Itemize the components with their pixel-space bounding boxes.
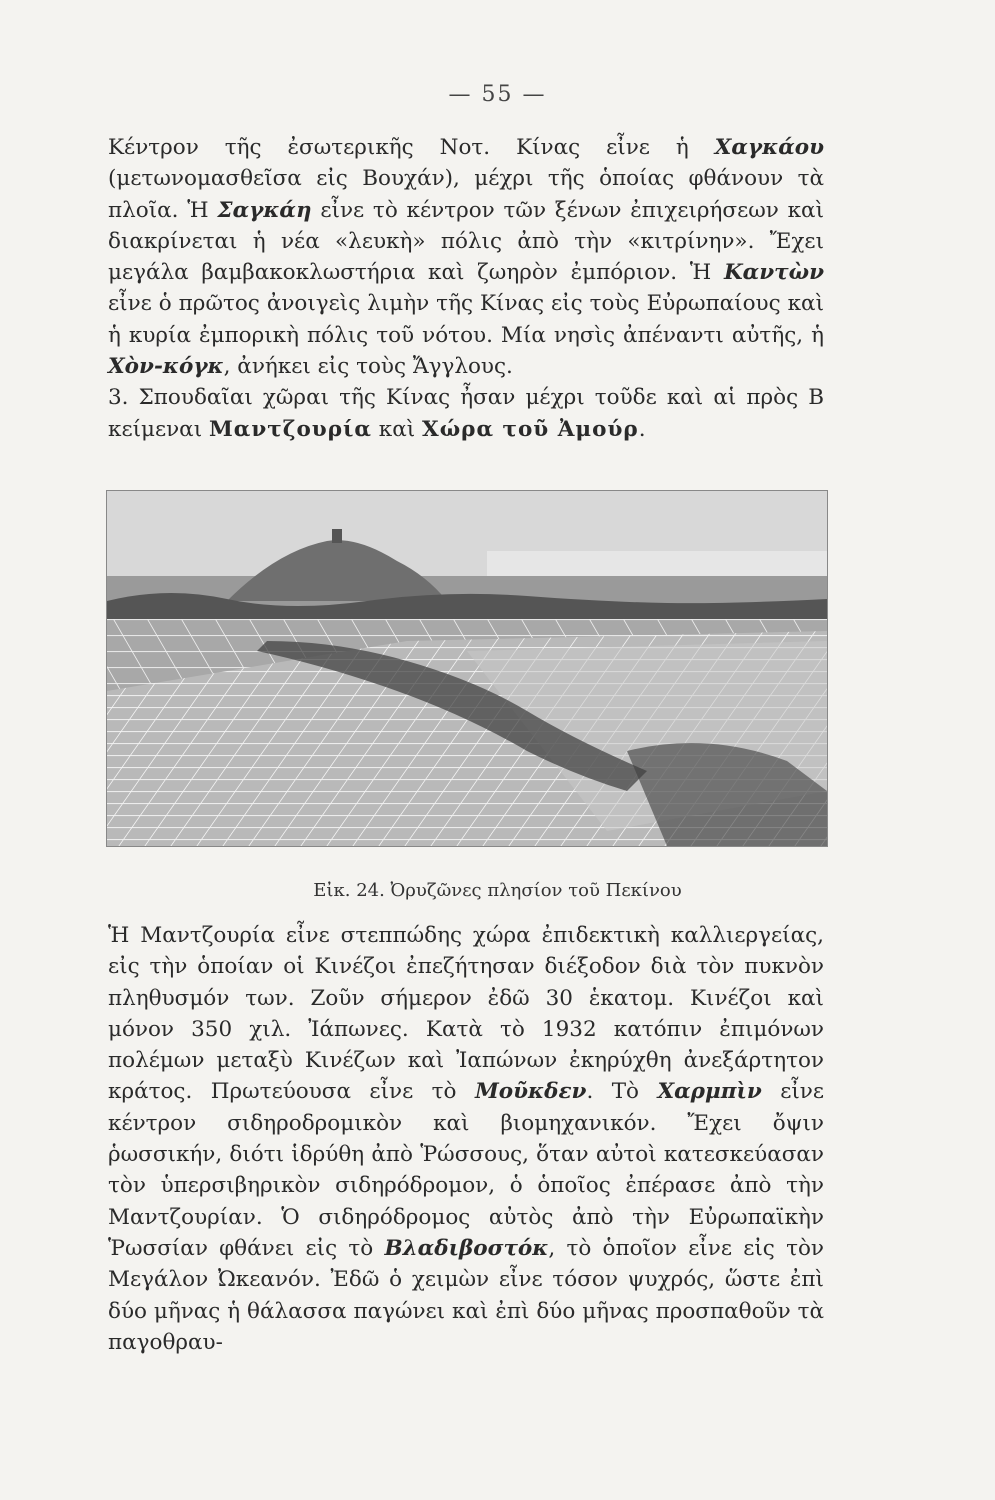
paragraph-2 [108,920,824,1358]
text-run: , ἀνήκει εἰς τοὺς Ἄγγλους. [223,354,513,380]
text-run: Ἡ Μαντζουρία εἶνε στεππώδης χώρα ἐπιδεκτικὴ καλλιεργείας, εἰς τὴν ὁποίαν οἱ Κινέζοι ἐπεζήτησαν διέξοδον διὰ τὸν πυκνὸν πληθυσμόν των. Ζοῦν σήμερον ἐδῶ 30 ἑκατομ. Κινέζοι καὶ μόνον 350 χιλ. Ἰάπωνες. Κατὰ τὸ 1932 κατόπιν ἐπιμόνων πολέμων μεταξὺ Κινέζων καὶ Ἰαπώνων ἐκηρύχθη ἀνεξάρτητον κράτος. Πρωτεύουσα εἶνε τὸ [108,923,824,1105]
text-run: (μετωνομασθεῖσα εἰς Βουχάν), μέχρι τῆς ὁποίας φθάνουν τὰ πλοῖα. Ἡ [108,166,824,223]
text-run: εἶνε τὸ κέντρον τῶν ξένων ἐπιχειρήσεων καὶ διακρίνεται ἡ νέα «λευκὴ» πόλις ἀπὸ τὴν «κιτρίνην». Ἔχει μεγάλα βαμβακοκλωστήρια καὶ ζωηρὸν ἐμπόριον. Ἡ [108,197,824,286]
place-name: Μοῦκδεν [474,1079,587,1105]
figure-caption: Εἰκ. 24. Ὀρυζῶνες πλησίον τοῦ Πεκίνου [313,880,682,901]
text-run: Κέντρον τῆς ἐσωτερικῆς Νοτ. Κίνας εἶνε ἡ [108,135,715,160]
place-name: Βλαδιβοστόκ [384,1235,549,1261]
place-name: Καντὼν [723,260,824,286]
rice-fields-photo [106,490,828,847]
text-run: . [638,416,646,442]
place-name: Σαγκάη [217,197,312,223]
photo-illustration [107,491,827,846]
region-name: Μαντζουρία [208,416,372,442]
paragraph-1 [108,132,824,445]
place-name: Χαγκάου [714,135,824,160]
text-run: , τὸ ὁποῖον εἶνε εἰς τὸν Μεγάλον Ὠκεανόν. Ἐδῶ ὁ χειμὼν εἶνε τόσον ψυχρός, ὥστε ἐπὶ δύο μῆνας ἡ θάλασσα παγώνει καὶ ἐπὶ δύο μῆνας προσπαθοῦν τὰ παγοθραυ- [108,1235,824,1355]
region-name: Χώρα τοῦ Ἀμούρ [422,416,639,442]
text-run: εἶνε κέντρον σιδηροδρομικὸν καὶ βιομηχανικόν. Ἔχει ὄψιν ῥωσσικήν, διότι ἱδρύθη ἀπὸ Ῥώσσους, ὅταν αὐτοὶ κατεσκεύασαν τὸν ὑπερσιβηρικὸν σιδηρόδρομον, ὁ ὁποῖος ἐπέρασε ἀπὸ τὴν Μαντζουρίαν. Ὁ σιδηρόδρομος αὐτὸς ἀπὸ τὴν Εὐρωπαϊκὴν Ῥωσσίαν φθάνει εἰς τὸ [108,1079,824,1261]
place-name: Χὸν-κόγκ [108,354,224,380]
text-run: καὶ [371,416,423,442]
text-run: 3. Σπουδαῖαι χῶραι τῆς Κίνας ἦσαν μέχρι τοῦδε καὶ αἱ πρὸς Β κείμεναι [108,385,824,442]
text-run: εἶνε ὁ πρῶτος ἀνοιγεὶς λιμὴν τῆς Κίνας εἰς τοὺς Εὐρωπαίους καὶ ἡ κυρία ἐμπορικὴ πόλις τοῦ νότου. Μία νησὶς ἀπέναντι αὐτῆς, ἡ [108,291,824,348]
text-run: . Τὸ [586,1079,658,1105]
place-name: Χαρμπὶν [657,1079,762,1105]
page-number: — 55 — [448,82,547,107]
